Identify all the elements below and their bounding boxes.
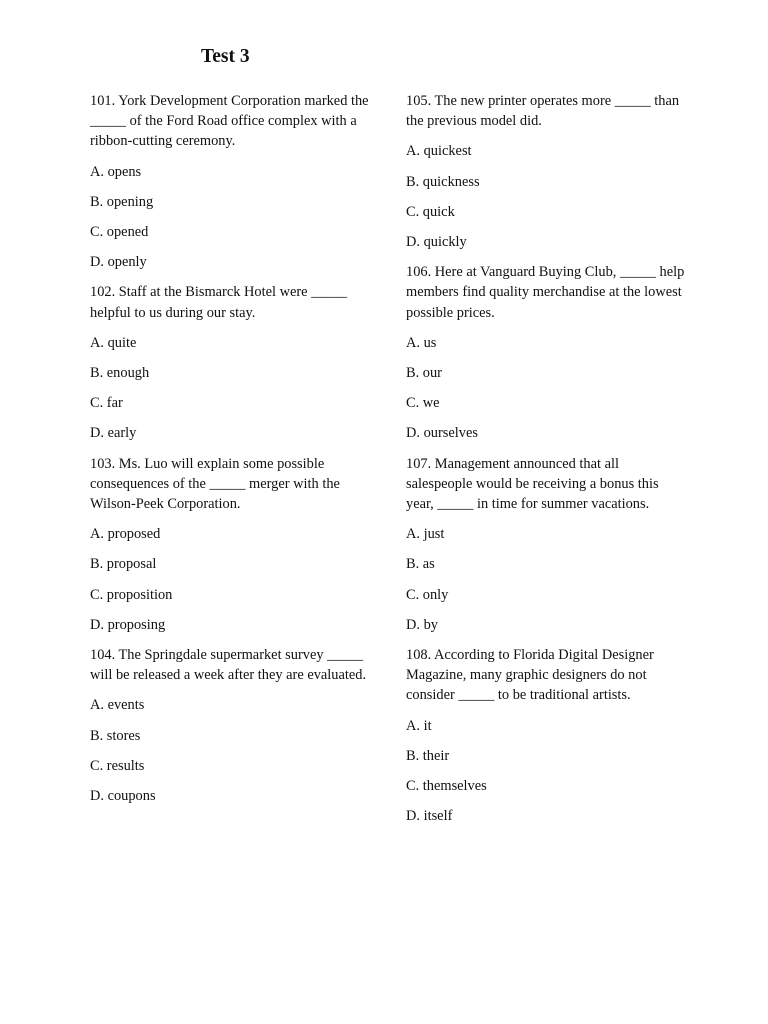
option-c: C. themselves	[406, 778, 487, 795]
question-101	[90, 91, 372, 272]
option-a: A. quite	[90, 334, 137, 351]
question-text: 106. Here at Vanguard Buying Club, _____ help members find quality merchandise at the lowest possible prices.	[406, 264, 685, 321]
option-b: B. proposal	[90, 556, 157, 573]
option-c: C. far	[90, 395, 123, 412]
option-d: D. ourselves	[406, 425, 478, 442]
option-b: B. stores	[90, 727, 141, 744]
question-108	[406, 645, 688, 826]
question-text: 105. The new printer operates more _____ than the previous model did.	[406, 93, 680, 130]
option-d: D. openly	[90, 254, 147, 271]
option-d: D. early	[90, 425, 137, 442]
option-b: B. quickness	[406, 173, 480, 190]
option-d: D. quickly	[406, 234, 467, 251]
option-b: B. opening	[90, 193, 154, 210]
page-title: Test 3	[201, 46, 250, 67]
option-d: D. by	[406, 616, 438, 633]
option-c: C. quick	[406, 203, 455, 220]
option-c: C. only	[406, 586, 449, 603]
question-text: 102. Staff at the Bismarck Hotel were _____ helpful to us during our stay.	[90, 284, 348, 321]
question-103	[90, 454, 372, 635]
option-d: D. proposing	[90, 616, 166, 633]
question-105	[406, 91, 688, 252]
option-a: A. just	[406, 526, 445, 543]
option-a: A. us	[406, 334, 437, 351]
option-a: A. proposed	[90, 526, 161, 543]
question-107	[406, 454, 688, 635]
question-104	[90, 645, 372, 806]
option-b: B. our	[406, 365, 442, 382]
option-a: A. it	[406, 717, 432, 734]
option-d: D. coupons	[90, 788, 156, 805]
question-text: 103. Ms. Luo will explain some possible consequences of the _____ merger with the Wilson-Peek Corporation.	[90, 455, 340, 513]
option-c: C. we	[406, 395, 440, 412]
question-text: 108. According to Florida Digital Designer Magazine, many graphic designers do not consider _____ to be traditional artists.	[406, 647, 654, 704]
option-c: C. proposition	[90, 586, 173, 603]
option-a: A. quickest	[406, 143, 472, 160]
question-column-right	[406, 91, 688, 836]
question-text: 107. Management announced that all salespeople would be receiving a bonus this year, _____ in time for summer vacations.	[406, 455, 659, 513]
question-text: 104. The Springdale supermarket survey _____ will be released a week after they are evaluated.	[90, 647, 367, 684]
question-column-left	[90, 91, 372, 816]
option-c: C. opened	[90, 224, 149, 241]
question-102	[90, 282, 372, 443]
question-text: 101. York Development Corporation marked the _____ of the Ford Road office complex with a ribbon-cutting ceremony.	[90, 93, 369, 150]
option-a: A. opens	[90, 163, 142, 180]
question-106	[406, 262, 688, 443]
option-b: B. their	[406, 747, 450, 764]
option-c: C. results	[90, 757, 145, 774]
option-b: B. as	[406, 556, 435, 573]
option-a: A. events	[90, 697, 145, 714]
option-b: B. enough	[90, 365, 150, 382]
option-d: D. itself	[406, 808, 453, 825]
